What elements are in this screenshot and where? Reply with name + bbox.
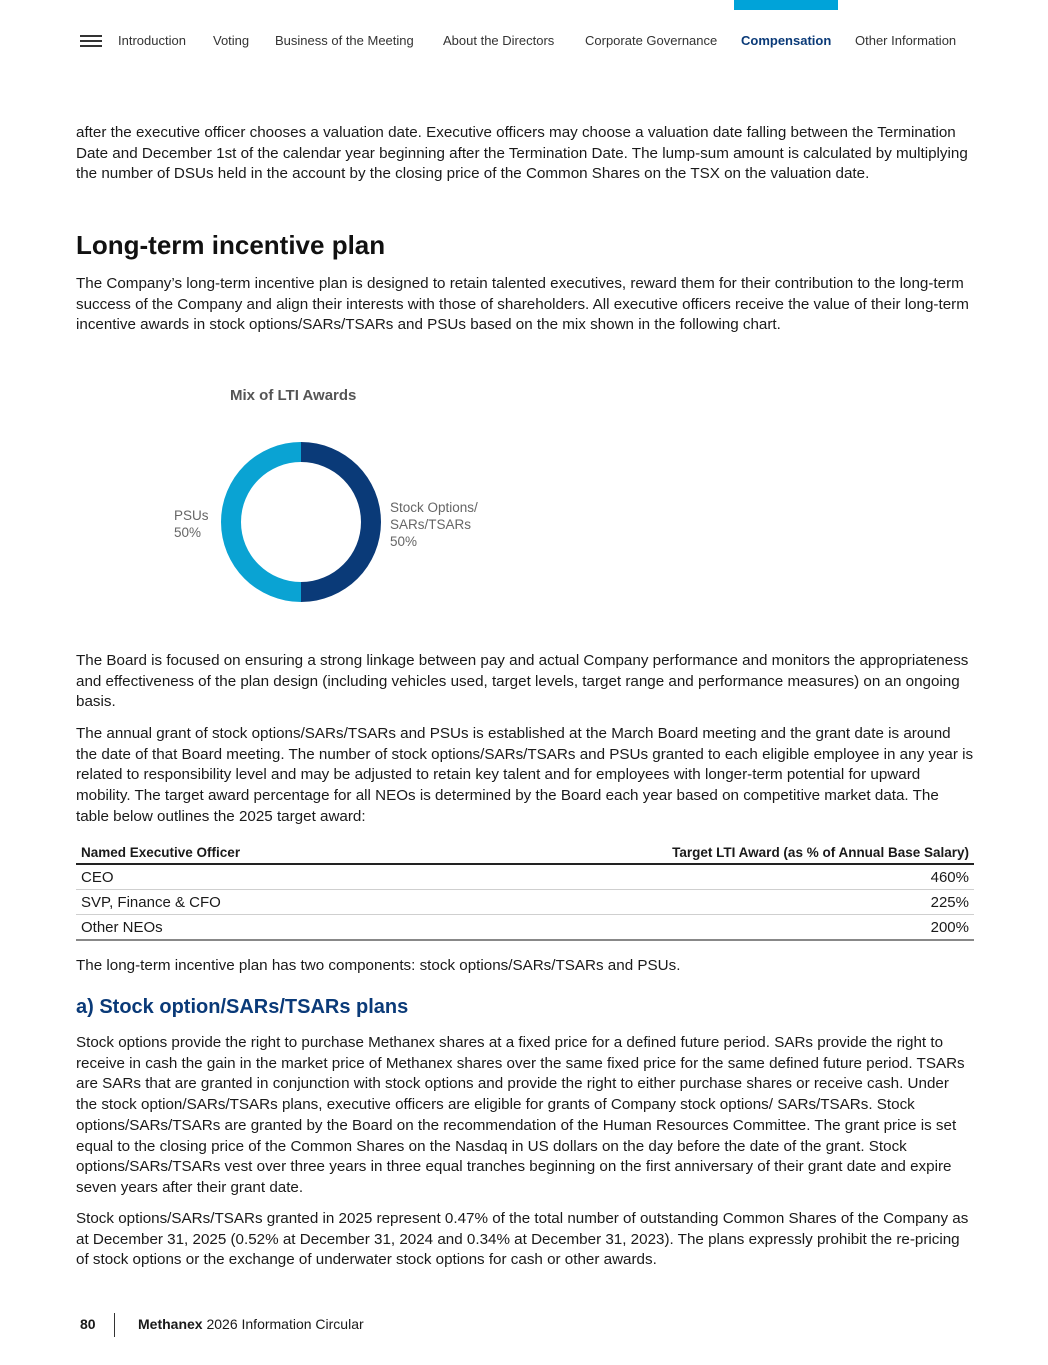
section-title: Long-term incentive plan	[76, 230, 386, 260]
section-paragraph: The Company’s long-term incentive plan is designed to retain talented executives, reward them for their contribution to the long-term success of the Company and align their interests with those of shareholders. All executive officers receive the value of their long-term incentive awards in stock options/SARs/TSARs and PSUs based on the mix shown in the following chart.	[76, 275, 969, 334]
row-award: 200%	[395, 915, 974, 941]
nav-compensation[interactable]: Compensation	[741, 33, 832, 48]
page-number: 80	[80, 1316, 96, 1332]
stock-options-paragraph-1: Stock options provide the right to purchase Methanex shares at a fixed price for a defined future period. SARs provide the right to receive in cash the gain in the market price of Methanex shares over the same fixed price for the same defined future period. TSARs are SARs that are granted in conjunction with stock options and provide the right to either purchase shares or receive cash. Under the stock option/SARs/TSARs plans, executive officers are eligible for grants of Company stock options/ SARs/TSARs. Stock options/SARs/TSARs are granted by the Board on the recommendation of the Human Resources Committee. The grant price is set equal to the closing price of the Common Shares on the Nasdaq in US dollars on the day before the date of the grant. Stock options/SARs/TSARs vest over three years in three equal tranches beginning on the first anniversary of their grant date and expire seven years after their grant date.	[76, 1034, 965, 1196]
footer-divider	[114, 1313, 115, 1337]
top-navigation	[0, 0, 1048, 60]
footer-title: 2026 Information Circular	[206, 1316, 364, 1332]
psu-slice-label	[174, 507, 209, 541]
nav-voting[interactable]: Voting	[213, 33, 250, 48]
chart-title: Mix of LTI Awards	[230, 387, 357, 404]
psu-label-text: PSUs	[174, 508, 209, 523]
board-paragraph: The Board is focused on ensuring a strong linkage between pay and actual Company performance and monitors the appropriateness and effectiveness of the plan design (including vehicles used, target levels, target range and performance measures) on an ongoing basis.	[76, 652, 969, 711]
psu-label-value: 50%	[174, 525, 202, 540]
footer-doc-title	[138, 1316, 364, 1332]
hamburger-menu-icon[interactable]	[80, 35, 102, 51]
donut-slice-psus	[221, 442, 301, 602]
footer-brand: Methanex	[138, 1316, 203, 1332]
row-award: 460%	[395, 864, 974, 890]
table-row	[76, 864, 974, 890]
stock-options-label-line2: SARs/TSARs	[390, 517, 472, 532]
nav-introduction[interactable]: Introduction	[118, 33, 186, 48]
nav-business-of-the-meeting[interactable]: Business of the Meeting	[275, 33, 414, 48]
nav-about-the-directors[interactable]: About the Directors	[443, 33, 555, 48]
table-row	[76, 915, 974, 941]
donut-slice-stock-options	[301, 442, 381, 602]
active-tab-indicator	[734, 0, 838, 10]
stock-options-label-value: 50%	[390, 534, 418, 549]
row-officer: Other NEOs	[76, 915, 395, 941]
stock-options-slice-label	[390, 499, 478, 550]
table-header-row	[76, 842, 974, 864]
target-lti-award-table	[76, 842, 974, 941]
row-award: 225%	[395, 890, 974, 915]
nav-other-information[interactable]: Other Information	[855, 33, 957, 48]
grant-paragraph: The annual grant of stock options/SARs/TSARs and PSUs is established at the March Board meeting and the grant date is around the date of that Board meeting. The number of stock options/SARs/TSARs and PSUs granted to each eligible employee in any year is related to responsibility level and may be adjusted to retain key talent and for employees with longer-term potential for upward mobility. The target award percentage for all NEOs is determined by the Board each year based on competitive market data. The table below outlines the 2025 target award:	[76, 725, 974, 825]
row-officer: SVP, Finance & CFO	[76, 890, 395, 915]
header-named-executive-officer: Named Executive Officer	[76, 842, 395, 864]
table-row	[76, 890, 974, 915]
stock-options-paragraph-2: Stock options/SARs/TSARs granted in 2025 represent 0.47% of the total number of outstanding Common Shares of the Company as at December 31, 2025 (0.52% at December 31, 2024 and 0.34% at December 31, 2023). The plans expressly prohibit the re-pricing of stock options or the exchange of underwater stock options for cash or other awards.	[76, 1210, 969, 1269]
components-paragraph: The long-term incentive plan has two components: stock options/SARs/TSARs and PSUs.	[76, 957, 681, 974]
nav-corporate-governance[interactable]: Corporate Governance	[585, 33, 718, 48]
subsection-title: a) Stock option/SARs/TSARs plans	[76, 996, 409, 1018]
stock-options-label-line1: Stock Options/	[390, 500, 478, 515]
intro-paragraph: after the executive officer chooses a valuation date. Executive officers may choose a valuation date falling between the Termination Date and December 1st of the calendar year beginning after the Termination Date. The lump-sum amount is calculated by multiplying the number of DSUs held in the account by the closing price of the Common Shares on the TSX on the valuation date.	[76, 124, 968, 183]
row-officer: CEO	[76, 864, 395, 890]
header-target-lti-award: Target LTI Award (as % of Annual Base Salary)	[395, 842, 974, 864]
